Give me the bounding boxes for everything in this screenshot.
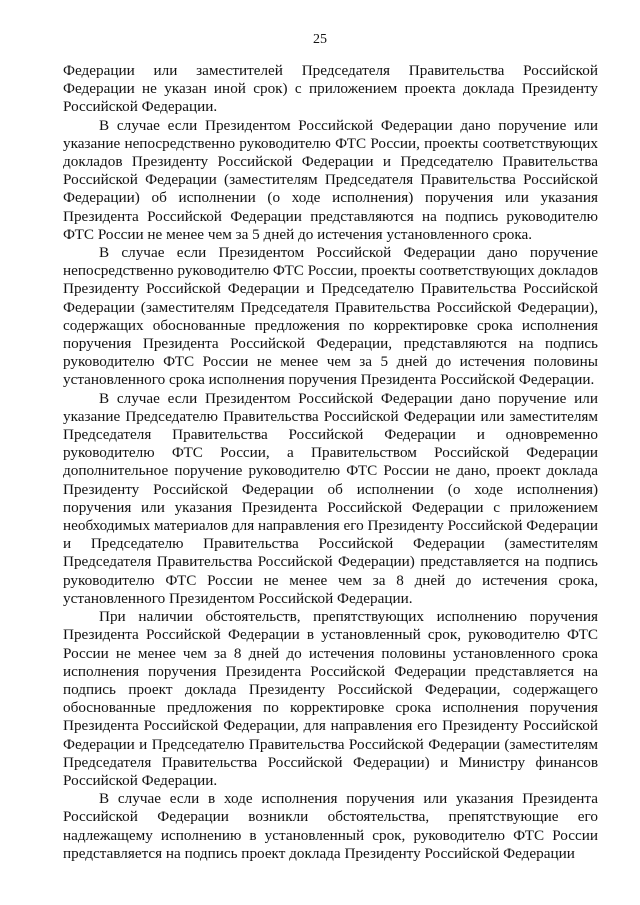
paragraph: В случае если в ходе исполнения поручения или указания Президента Российской Федерации возникли обстоятельства, препятствующие его надлежащему исполнению в установленный срок, руководителю ФТС России представляется на подпись проект доклада Президенту Российской Федерации: [63, 790, 598, 862]
document-body: [63, 62, 598, 863]
paragraph: В случае если Президентом Российской Федерации дано поручение непосредственно руководителю ФТС России, проекты соответствующих докладов Президенту Российской Федерации и Председателю Правительства Российской Федерации (заместителям Председателя Правительства Российской Федерации), содержащих обоснованные предложения по корректировке срока исполнения поручения Президента Российской Федерации, представляются на подпись руководителю ФТС России не менее чем за 5 дней до истечения половины установленного срока исполнения поручения Президента Российской Федерации.: [63, 244, 598, 389]
paragraph: При наличии обстоятельств, препятствующих исполнению поручения Президента Российской Федерации в установленный срок, руководителю ФТС России не менее чем за 8 дней до истечения половины установленного срока исполнения поручения Президента Российской Федерации представляется на подпись проект доклада Президенту Российской Федерации, содержащего обоснованные предложения по корректировке срока исполнения поручения Президента Российской Федерации, для направления его Президенту Российской Федерации и Председателю Правительства Российской Федерации (заместителям Председателя Правительства Российской Федерации) и Министру финансов Российской Федерации.: [63, 608, 598, 789]
page-number: 25: [313, 32, 327, 47]
paragraph: В случае если Президентом Российской Федерации дано поручение или указание Председателю Правительства Российской Федерации или заместителям Председателя Правительства Российской Федерации и одновременно руководителю ФТС России, а Правительством Российской Федерации дополнительное поручение руководителю ФТС России не дано, проект доклада Президенту Российской Федерации об исполнении (о ходе исполнения) поручения или указания Президента Российской Федерации с приложением необходимых материалов для направления его Президенту Российской Федерации и Председателю Правительства Российской Федерации (заместителям Председателя Правительства Российской Федерации) представляется на подпись руководителю ФТС России не менее чем за 8 дней до истечения срока, установленного Президентом Российской Федерации.: [63, 389, 598, 607]
paragraph-continuation: Федерации или заместителей Председателя Правительства Российской Федерации не указан иной срок) с приложением проекта доклада Президенту Российской Федерации.: [63, 62, 598, 116]
paragraph: В случае если Президентом Российской Федерации дано поручение или указание непосредственно руководителю ФТС России, проекты соответствующих докладов Президенту Российской Федерации и Председателю Правительства Российской Федерации (заместителям Председателя Правительства Российской Федерации) об исполнении (о ходе исполнения) поручения или указания Президента Российской Федерации представляются на подпись руководителю ФТС России не менее чем за 5 дней до истечения установленного срока.: [63, 116, 598, 243]
